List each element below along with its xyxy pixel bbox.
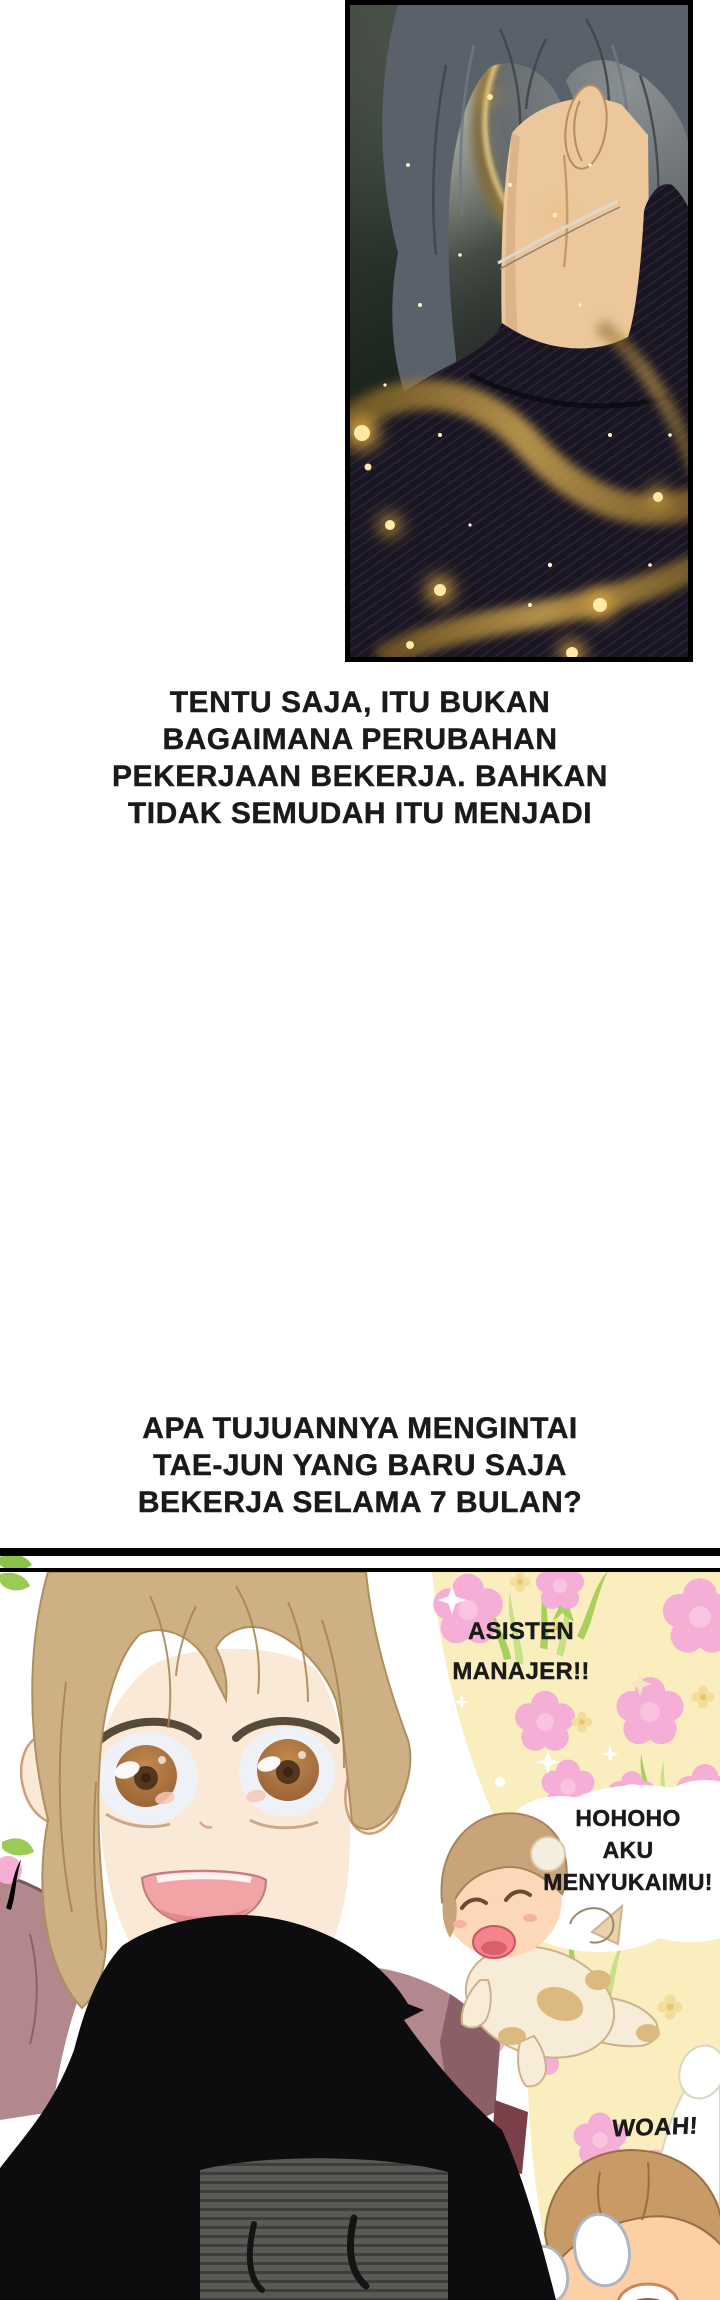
narration-line: BEKERJA SELAMA 7 BULAN? [137, 1486, 583, 1519]
speech-woah [584, 2106, 720, 2151]
narration-line: PEKERJAAN BEKERJA. BAHKAN [112, 760, 608, 793]
narration-caption-1 [0, 684, 720, 832]
gloom-shading [200, 2158, 448, 2300]
speech-line: HOHOHO [575, 1805, 681, 1831]
speech-line: MENYUKAIMU! [543, 1869, 713, 1895]
narration-line: BAGAIMANA PERUBAHAN [162, 723, 558, 756]
panel-man-art [350, 5, 688, 657]
panel-divider-thick [0, 1548, 720, 1556]
speech-line: ASISTEN [467, 1618, 575, 1645]
narration-line: TIDAK SEMUDAH ITU MENJADI [127, 797, 593, 830]
panel-surprised-blonde [0, 1548, 720, 2300]
narration-caption-2 [0, 1410, 720, 1521]
panel-man-in-suit [345, 0, 693, 662]
narration-line: APA TUJUANNYA MENGINTAI [142, 1412, 578, 1445]
speech-line: WOAH! [611, 2112, 699, 2143]
narration-line: TENTU SAJA, ITU BUKAN [169, 686, 551, 719]
speech-line: AKU [602, 1837, 654, 1863]
speech-line: MANAJER!! [452, 1658, 590, 1685]
speech-hohoho [528, 1802, 720, 1898]
speech-asisten-manajer [411, 1612, 631, 1692]
narration-line: TAE-JUN YANG BARU SAJA [153, 1449, 567, 1482]
man-neck-skin [501, 83, 650, 354]
